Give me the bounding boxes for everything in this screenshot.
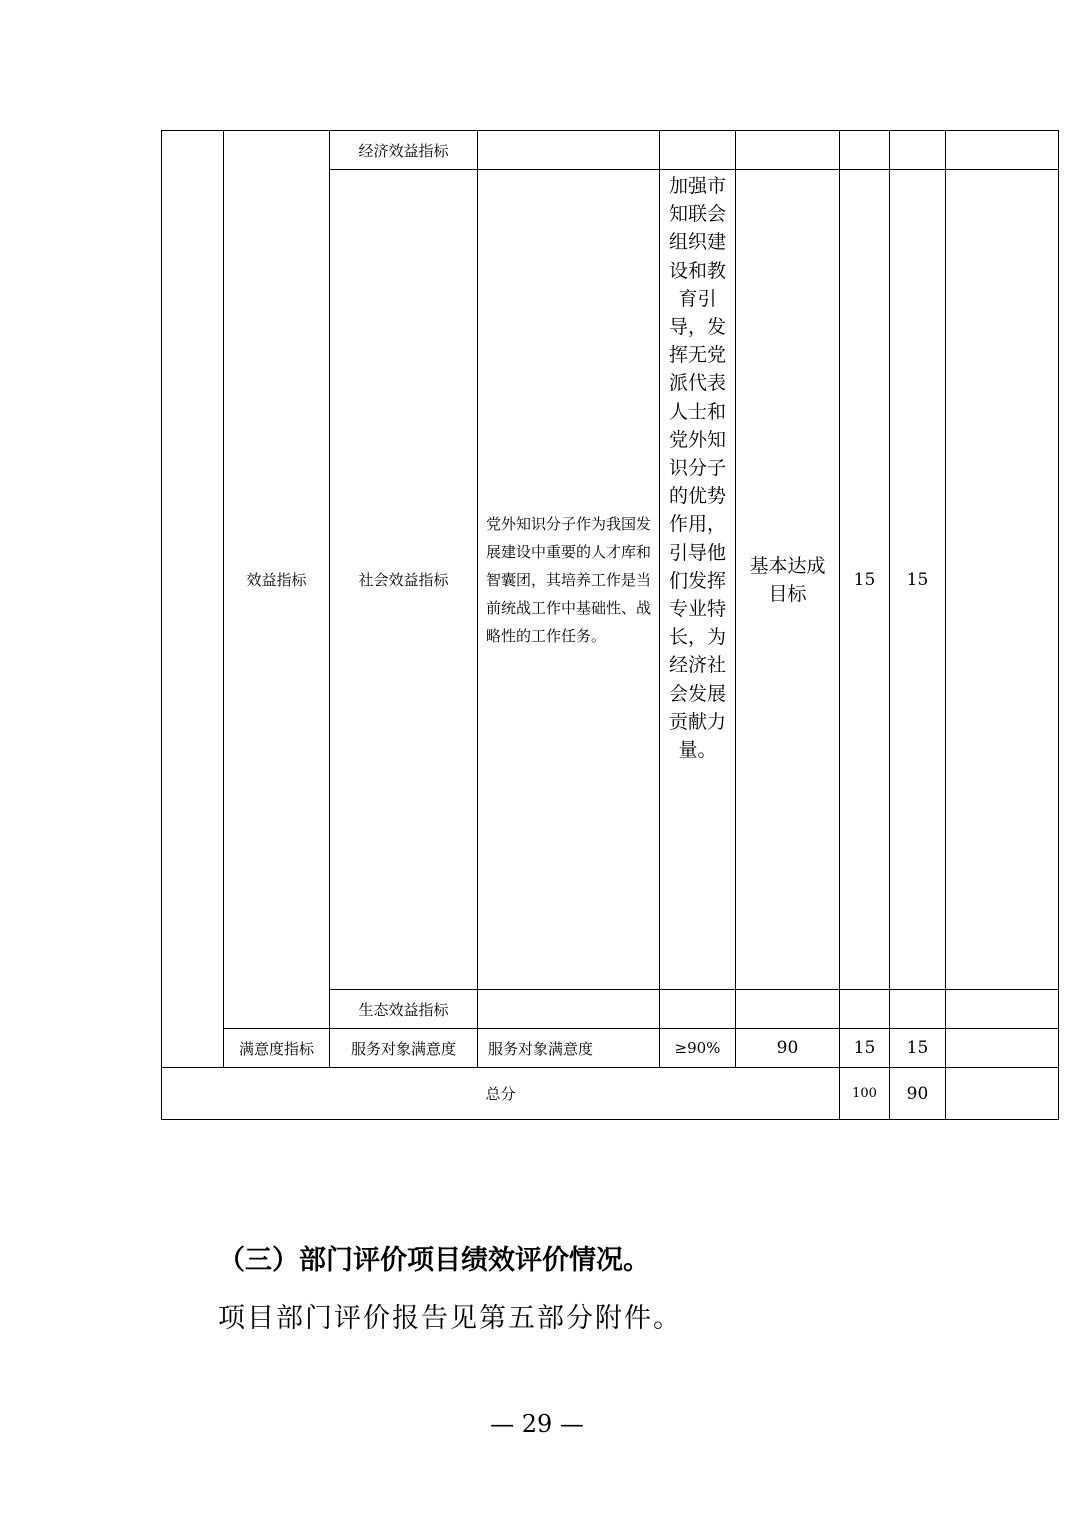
satisfaction-weight-cell: 15 [840, 1029, 890, 1068]
satisfaction-target-cell: ≥90% [660, 1029, 736, 1068]
social-weight-cell: 15 [840, 170, 890, 990]
total-weight-cell: 100 [840, 1068, 890, 1120]
benefit-indicator-cell: 效益指标 [224, 131, 330, 1029]
blank-cell [162, 131, 224, 1068]
table-row [162, 1068, 1059, 1120]
satisfaction-description-cell: 服务对象满意度 [478, 1029, 660, 1068]
social-description-cell: 党外知识分子作为我国发展建设中重要的人才库和智囊团，其培养工作是当前统战工作中基础性、战略性的工作任务。 [478, 170, 660, 990]
blank-cell [840, 990, 890, 1029]
blank-cell [946, 131, 1059, 170]
satisfaction-indicator-cell: 满意度指标 [224, 1029, 330, 1068]
social-actual-cell: 基本达成目标 [736, 170, 840, 990]
body-paragraph: 项目部门评价报告见第五部分附件。 [218, 1303, 682, 1334]
ecological-benefit-cell: 生态效益指标 [330, 990, 478, 1029]
blank-cell [478, 990, 660, 1029]
blank-cell [840, 131, 890, 170]
table-row [162, 1029, 1059, 1068]
blank-cell [478, 131, 660, 170]
blank-cell [946, 1068, 1059, 1120]
total-label-cell: 总分 [162, 1068, 840, 1120]
blank-cell [890, 131, 946, 170]
section-heading: （三）部门评价项目绩效评价情况。 [218, 1245, 650, 1276]
social-score-cell: 15 [890, 170, 946, 990]
total-score-cell: 90 [890, 1068, 946, 1120]
blank-cell [660, 131, 736, 170]
economic-benefit-cell: 经济效益指标 [330, 131, 478, 170]
table-row [162, 131, 1059, 170]
blank-cell [660, 990, 736, 1029]
social-benefit-cell: 社会效益指标 [330, 170, 478, 990]
blank-cell [736, 131, 840, 170]
blank-cell [946, 1029, 1059, 1068]
satisfaction-score-cell: 15 [890, 1029, 946, 1068]
page-number: — 29 — [490, 1410, 584, 1438]
blank-cell [890, 990, 946, 1029]
blank-cell [946, 170, 1059, 990]
satisfaction-category-cell: 服务对象满意度 [330, 1029, 478, 1068]
satisfaction-actual-cell: 90 [736, 1029, 840, 1068]
blank-cell [946, 990, 1059, 1029]
performance-table [161, 130, 1059, 1120]
blank-cell [736, 990, 840, 1029]
social-target-cell: 加强市知联会组织建设和教育引导，发挥无党派代表人士和党外知识分子的优势作用，引导他们发挥专业特长，为经济社会发展贡献力量。 [660, 170, 736, 990]
